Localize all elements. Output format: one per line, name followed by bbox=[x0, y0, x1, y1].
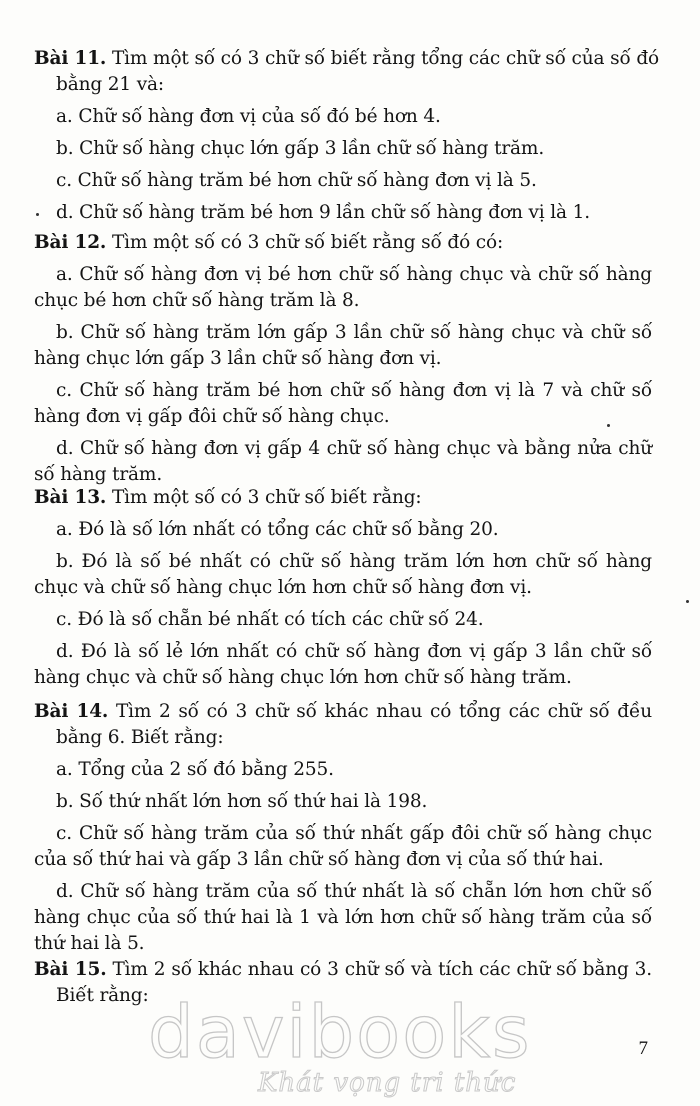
item-c: c. Đó là số chẵn bé nhất có tích các chữ số 24. bbox=[56, 609, 484, 630]
exercise-prompt: Tìm 2 số có 3 chữ số khác nhau có tổng các chữ số đều bbox=[115, 701, 652, 722]
item-d-continued: số hàng trăm. bbox=[34, 464, 163, 485]
exercise-prompt-continued: bằng 6. Biết rằng: bbox=[56, 727, 224, 748]
item-a: a. Tổng của 2 số đó bằng 255. bbox=[56, 759, 334, 780]
item-a-continued: chục bé hơn chữ số hàng trăm là 8. bbox=[34, 290, 360, 311]
watermark-brand: davibooks bbox=[148, 990, 532, 1074]
exercise-12 bbox=[34, 230, 652, 488]
item-d-continued-2: thứ hai là 5. bbox=[34, 933, 145, 954]
watermark-slogan: Khát vọng tri thức bbox=[258, 1068, 517, 1098]
item-b: b. Chữ số hàng trăm lớn gấp 3 lần chữ số hàng chục và chữ số bbox=[56, 322, 652, 343]
item-c: c. Chữ số hàng trăm bé hơn chữ số hàng đơn vị là 7 và chữ số bbox=[56, 380, 652, 401]
exercise-prompt: Tìm một số có 3 chữ số biết rằng: bbox=[111, 487, 422, 508]
item-b-continued: chục và chữ số hàng chục lớn hơn chữ số hàng đơn vị. bbox=[34, 577, 532, 598]
item-b: b. Đó là số bé nhất có chữ số hàng trăm lớn hơn chữ số hàng bbox=[56, 551, 652, 572]
exercise-13 bbox=[34, 485, 652, 691]
exercise-heading bbox=[34, 485, 652, 511]
item-d: d. Chữ số hàng đơn vị gấp 4 chữ số hàng chục và bằng nửa chữ bbox=[56, 438, 652, 459]
exercise-label: Bài 15. bbox=[34, 959, 107, 980]
exercise-heading bbox=[34, 230, 652, 256]
print-speck bbox=[686, 600, 689, 603]
exercise-heading bbox=[34, 699, 652, 725]
item-c: c. Chữ số hàng trăm bé hơn chữ số hàng đơn vị là 5. bbox=[56, 170, 537, 191]
item-a: a. Chữ số hàng đơn vị bé hơn chữ số hàng chục và chữ số hàng bbox=[56, 264, 652, 285]
exercise-heading bbox=[34, 46, 660, 72]
exercise-label: Bài 11. bbox=[34, 48, 107, 69]
item-b: b. Chữ số hàng chục lớn gấp 3 lần chữ số hàng trăm. bbox=[56, 138, 545, 159]
print-speck bbox=[607, 424, 610, 427]
exercise-prompt: Tìm một số có 3 chữ số biết rằng số đó có: bbox=[111, 232, 504, 253]
item-a: a. Chữ số hàng đơn vị của số đó bé hơn 4. bbox=[56, 106, 441, 127]
item-c-continued: của số thứ hai và gấp 3 lần chữ số hàng đơn vị của số thứ hai. bbox=[34, 849, 604, 870]
exercise-prompt-continued: Biết rằng: bbox=[56, 985, 149, 1006]
exercise-label: Bài 14. bbox=[34, 701, 109, 722]
item-d-continued: hàng chục của số thứ hai là 1 và lớn hơn chữ số hàng trăm của số bbox=[34, 907, 652, 928]
item-b: b. Số thứ nhất lớn hơn số thứ hai là 198. bbox=[56, 791, 428, 812]
item-d: d. Đó là số lẻ lớn nhất có chữ số hàng đơn vị gấp 3 lần chữ số bbox=[56, 641, 652, 662]
exercise-label: Bài 13. bbox=[34, 487, 107, 508]
item-c: c. Chữ số hàng trăm của số thứ nhất gấp đôi chữ số hàng chục bbox=[56, 823, 652, 844]
exercise-heading bbox=[34, 957, 652, 983]
exercise-prompt: Tìm một số có 3 chữ số biết rằng tổng các chữ số của số đó bbox=[111, 48, 660, 69]
item-d: d. Chữ số hàng trăm của số thứ nhất là số chẵn lớn hơn chữ số bbox=[56, 881, 652, 902]
exercise-14 bbox=[34, 699, 652, 957]
exercise-prompt-continued: bằng 21 và: bbox=[56, 74, 164, 95]
exercise-label: Bài 12. bbox=[34, 232, 107, 253]
item-d: d. Chữ số hàng trăm bé hơn 9 lần chữ số hàng đơn vị là 1. bbox=[56, 202, 590, 223]
page-number: 7 bbox=[638, 1038, 648, 1059]
exercise-11 bbox=[34, 46, 660, 226]
print-speck bbox=[36, 213, 39, 216]
item-c-continued: hàng đơn vị gấp đôi chữ số hàng chục. bbox=[34, 406, 390, 427]
item-d-continued: hàng chục và chữ số hàng chục lớn hơn chữ số hàng trăm. bbox=[34, 667, 572, 688]
item-b-continued: hàng chục lớn gấp 3 lần chữ số hàng đơn vị. bbox=[34, 348, 442, 369]
item-a: a. Đó là số lớn nhất có tổng các chữ số bằng 20. bbox=[56, 519, 499, 540]
exercise-prompt: Tìm 2 số khác nhau có 3 chữ số và tích các chữ số bằng 3. bbox=[112, 959, 652, 980]
